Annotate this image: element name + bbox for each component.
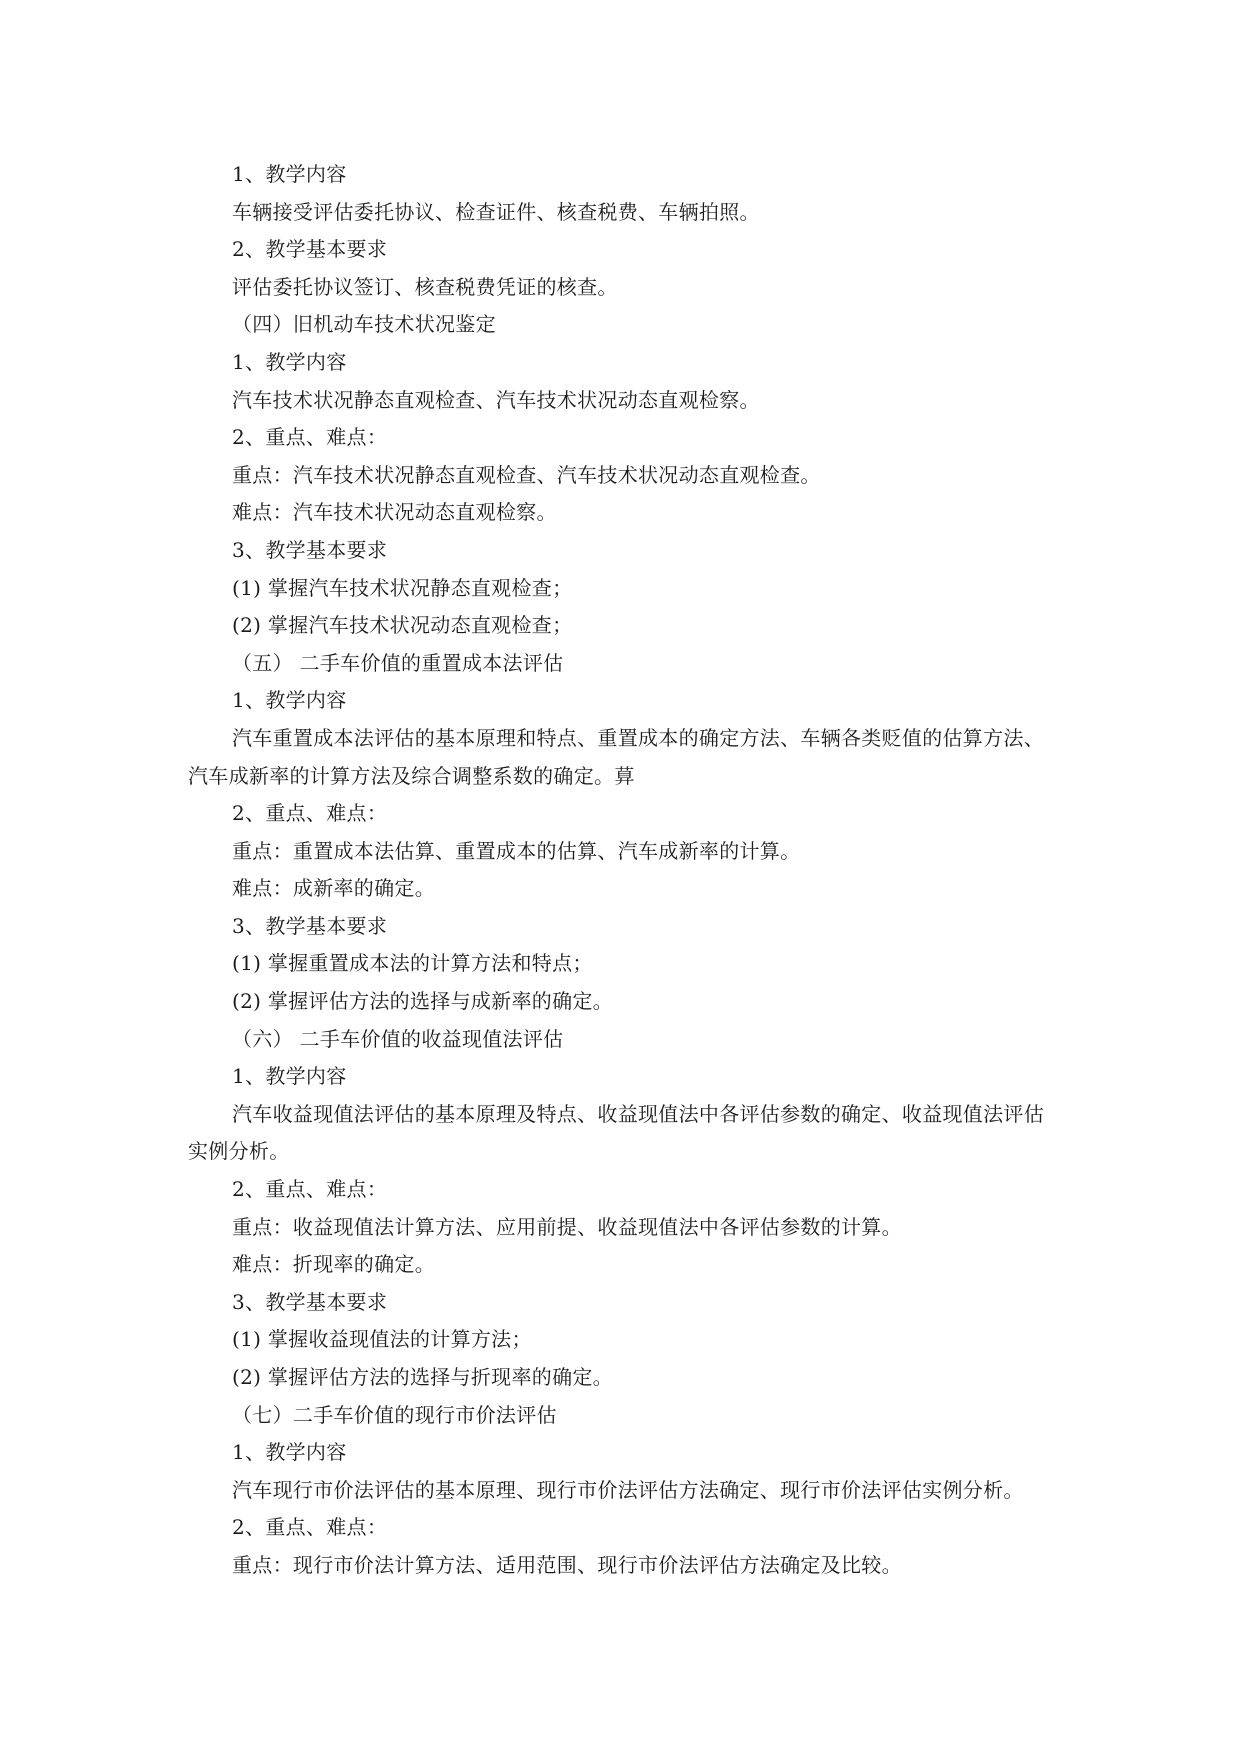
paragraph: 难点：汽车技术状况动态直观检察。 [232, 500, 557, 525]
paragraph: 评估委托协议签订、核查税费凭证的核查。 [232, 274, 618, 299]
item-heading: 2、重点、难点： [232, 425, 388, 450]
item-heading: 3、教学基本要求 [232, 537, 388, 562]
item-heading: 2、教学基本要求 [232, 237, 388, 262]
item-heading: 1、教学内容 [232, 162, 347, 186]
item-heading: 2、重点、难点： [232, 1177, 388, 1202]
item-heading: 1、教学内容 [232, 1440, 347, 1465]
paragraph: 汽车现行市价法评估的基本原理、现行市价法评估方法确定、现行市价法评估实例分析。 [232, 1477, 1024, 1502]
section-heading: （四）旧机动车技术状况鉴定 [232, 312, 496, 337]
list-item: (1) 掌握重置成本法的计算方法和特点； [232, 951, 593, 976]
paragraph: 汽车收益现值法评估的基本原理及特点、收益现值法中各评估参数的确定、收益现值法评估实例分析。 [188, 1101, 1044, 1164]
paragraph: 重点：汽车技术状况静态直观检查、汽车技术状况动态直观检查。 [232, 462, 821, 487]
section-heading: （六） 二手车价值的收益现值法评估 [232, 1026, 564, 1051]
item-heading: 2、重点、难点： [232, 1515, 388, 1540]
paragraph: 难点：成新率的确定。 [232, 876, 435, 901]
section-heading: （五） 二手车价值的重置成本法评估 [232, 650, 564, 675]
section-heading: （七）二手车价值的现行市价法评估 [232, 1402, 557, 1427]
list-item: (2) 掌握汽车技术状况动态直观检查； [232, 613, 573, 638]
item-heading: 3、教学基本要求 [232, 913, 388, 938]
item-heading: 2、重点、难点： [232, 801, 388, 826]
paragraph: 汽车技术状况静态直观检查、汽车技术状况动态直观检察。 [232, 387, 760, 412]
list-item: (1) 掌握收益现值法的计算方法； [232, 1327, 532, 1352]
paragraph: 车辆接受评估委托协议、检查证件、核查税费、车辆拍照。 [232, 199, 760, 224]
item-heading: 1、教学内容 [232, 349, 347, 374]
paragraph: 重点：现行市价法计算方法、适用范围、现行市价法评估方法确定及比较。 [232, 1552, 902, 1577]
paragraph: 难点：折现率的确定。 [232, 1252, 435, 1277]
paragraph: 重点：收益现值法计算方法、应用前提、收益现值法中各评估参数的计算。 [232, 1214, 902, 1239]
item-heading: 1、教学内容 [232, 1064, 347, 1089]
document-body [188, 156, 1058, 1585]
paragraph: 汽车重置成本法评估的基本原理和特点、重置成本的确定方法、车辆各类贬值的估算方法、汽车成新率的计算方法及综合调整系数的确定。萛 [188, 725, 1044, 788]
list-item: (1) 掌握汽车技术状况静态直观检查； [232, 575, 573, 600]
list-item: (2) 掌握评估方法的选择与成新率的确定。 [232, 989, 613, 1014]
item-heading: 3、教学基本要求 [232, 1289, 388, 1314]
item-heading: 1、教学内容 [232, 688, 347, 713]
list-item: (2) 掌握评估方法的选择与折现率的确定。 [232, 1365, 613, 1389]
paragraph: 重点：重置成本法估算、重置成本的估算、汽车成新率的计算。 [232, 838, 801, 863]
